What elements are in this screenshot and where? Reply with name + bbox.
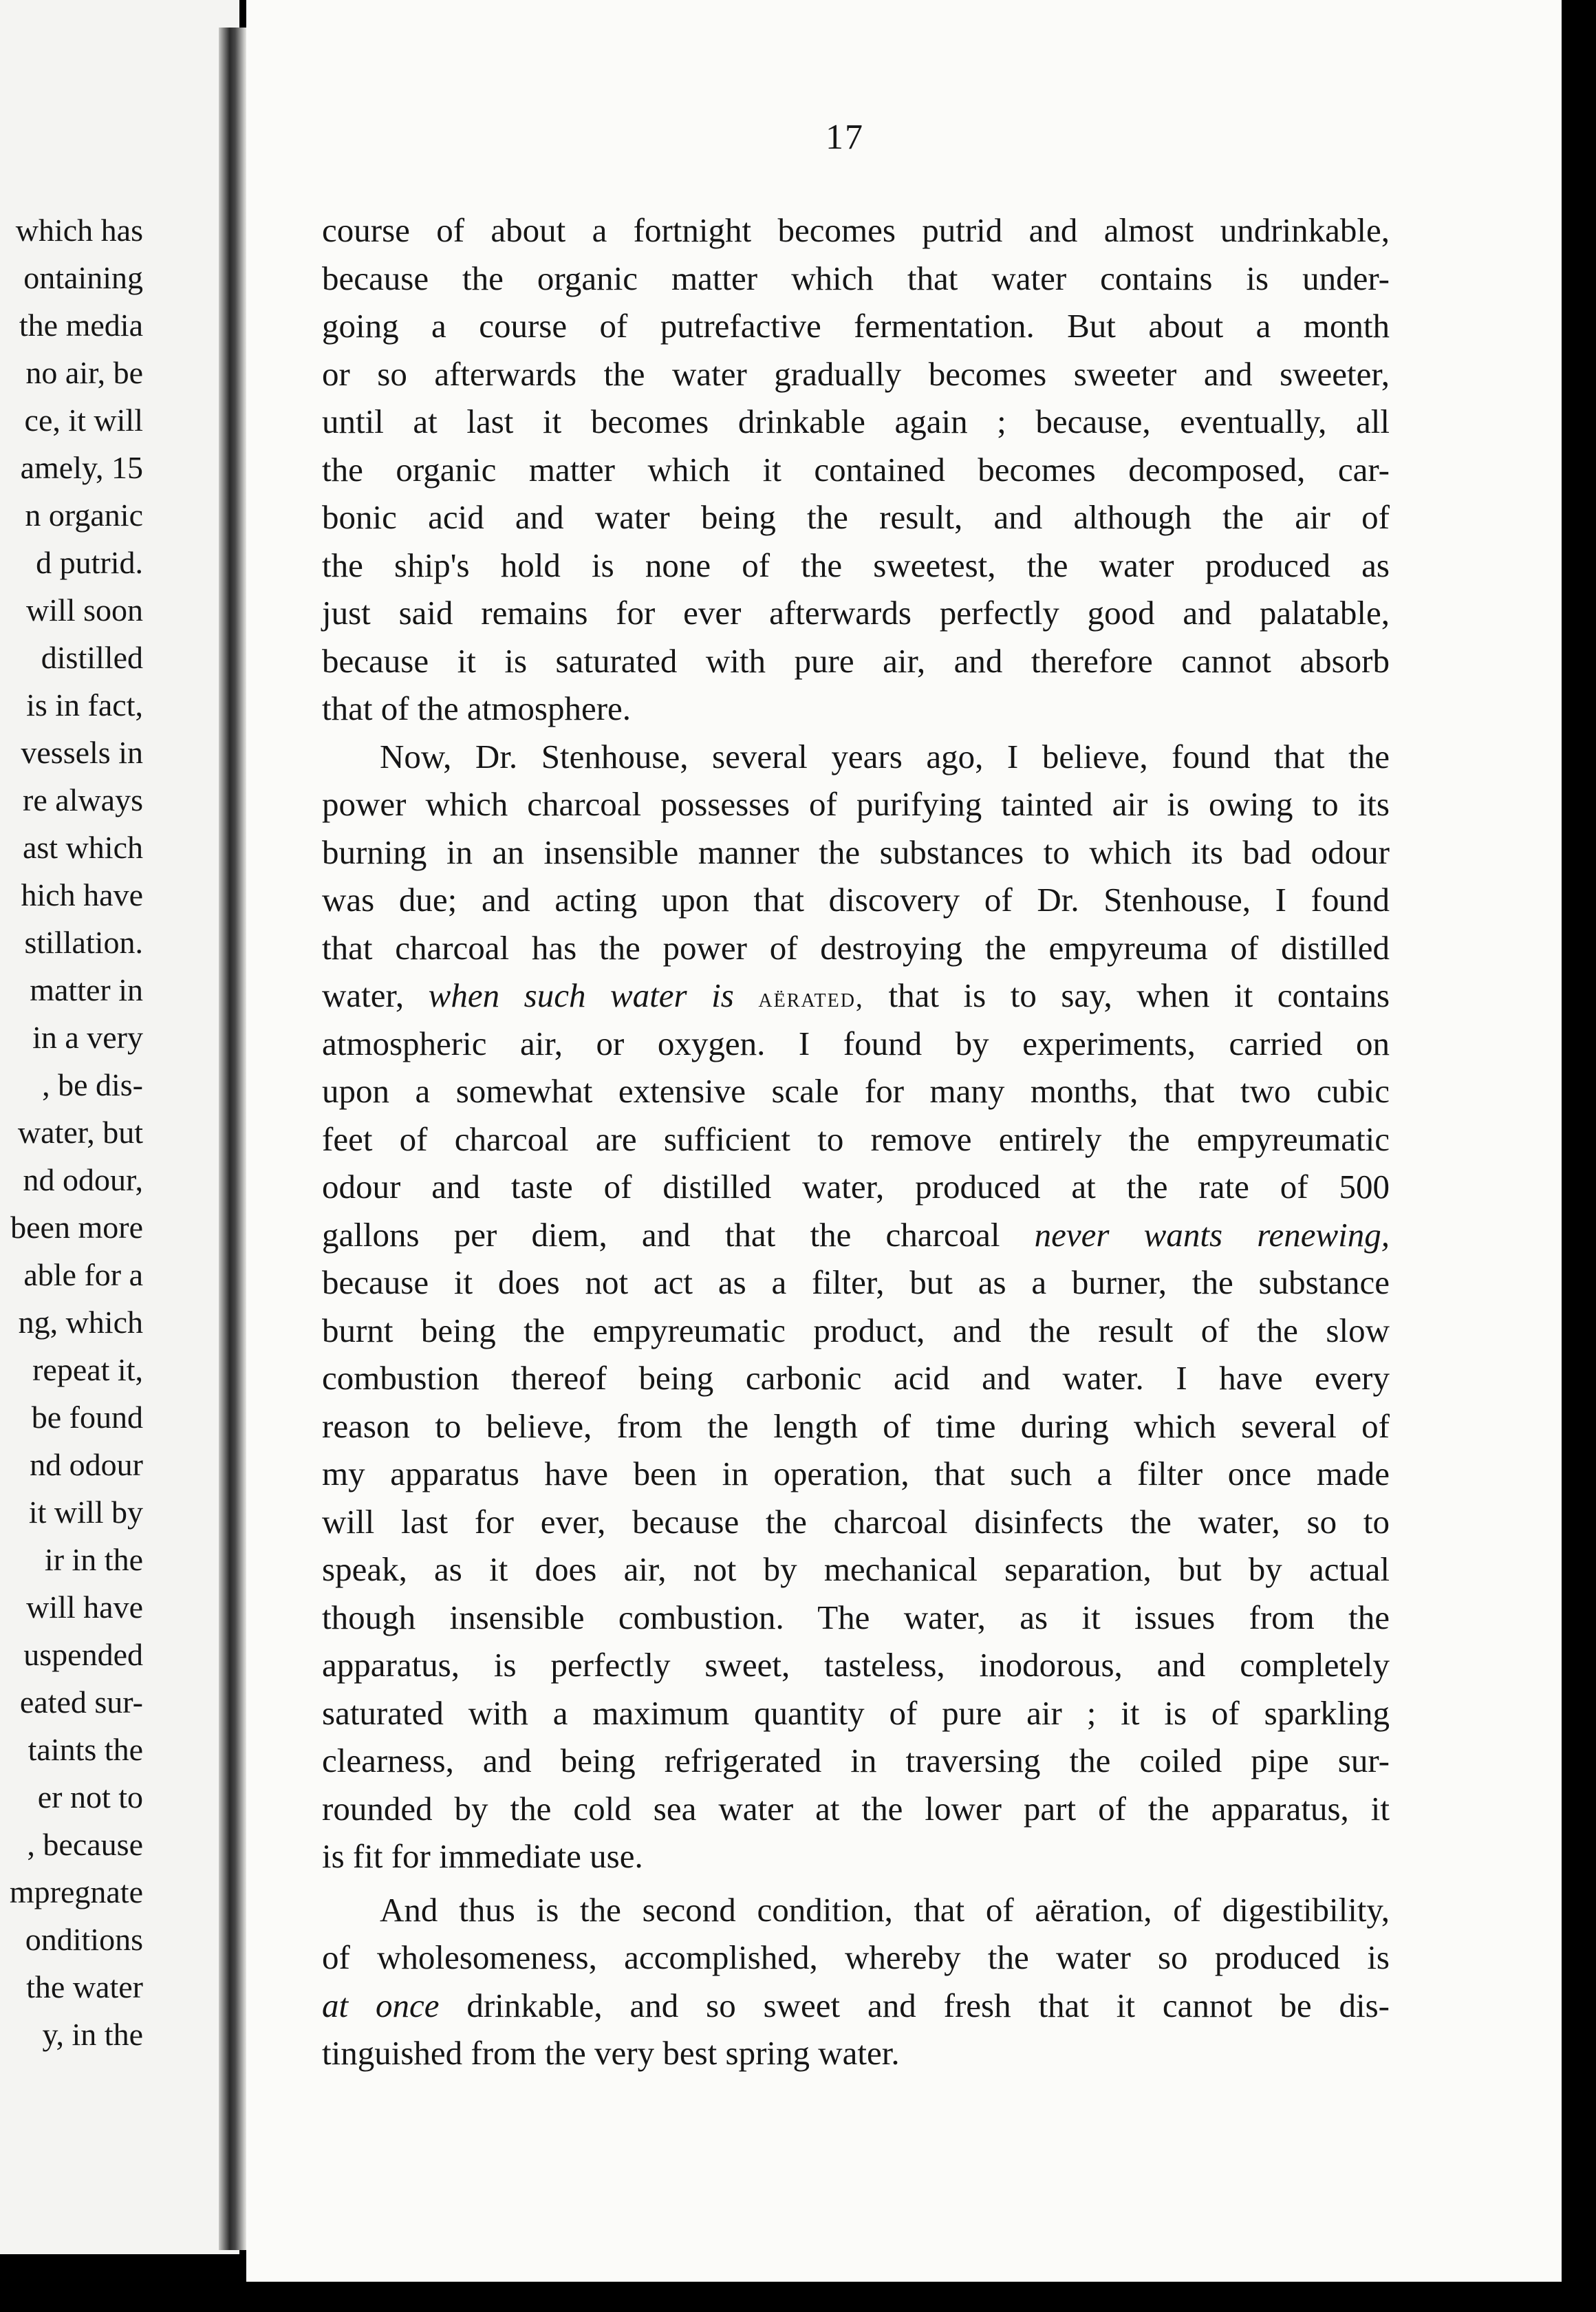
facing-page-line: ontaining [23, 260, 143, 295]
page-edge-shadow [1562, 0, 1596, 2312]
text-line: though insensible combustion. The water, as it issues from the [322, 1598, 1390, 1636]
text-line: the ship's hold is none of the sweetest, the water produced as [322, 546, 1390, 584]
paragraph-1 [322, 206, 1390, 733]
facing-page-text [10, 206, 143, 2058]
text-line: Now, Dr. Stenhouse, several years ago, I believe, found that the [380, 737, 1390, 775]
facing-page-line: mpregnate [9, 1874, 143, 1909]
facing-page-line: distilled [41, 640, 143, 675]
text-line: bonic acid and water being the result, and although the air of [322, 498, 1390, 536]
text-line: course of about a fortnight becomes putrid and almost undrinkable, [322, 211, 1390, 249]
text-line: because the organic matter which that water contains is under- [322, 259, 1390, 297]
text-line: will last for ever, because the charcoal disinfects the water, so to [322, 1502, 1390, 1541]
text-line: my apparatus have been in operation, that such a filter once made [322, 1455, 1390, 1492]
facing-page-line: n organic [25, 497, 143, 533]
facing-page-line: , because [27, 1827, 143, 1862]
italic-text: never wants renewing, [1034, 1215, 1390, 1254]
facing-page-line: d putrid. [36, 545, 143, 580]
text-line: just said remains for ever afterwards perfectly good and palatable, [322, 594, 1390, 632]
facing-page-line: y, in the [42, 2017, 143, 2052]
text-line: of wholesomeness, accomplished, whereby the water so produced is [322, 1938, 1390, 1976]
facing-page-line: hich have [21, 877, 143, 912]
text-line: power which charcoal possesses of purifying tainted air is owing to its [322, 785, 1390, 823]
text-line: And thus is the second condition, that of aëration, of digestibility, [380, 1890, 1390, 1929]
facing-page-line: the water [26, 1969, 143, 2004]
text-line: saturated with a maximum quantity of pure air ; it is of sparkling [322, 1693, 1390, 1732]
facing-page-line: able for a [23, 1257, 143, 1292]
facing-page-line: the media [19, 308, 143, 343]
paragraph-gap [322, 1881, 1390, 1886]
text-line: going a course of putrefactive fermentation. But about a month [322, 307, 1390, 345]
facing-page-line: onditions [25, 1922, 143, 1957]
facing-page-line: no air, be [25, 355, 143, 390]
facing-page-line: will soon [26, 592, 143, 628]
facing-page-line: ast which [22, 830, 143, 865]
text-line: until at last it becomes drinkable again ; because, eventually, all [322, 403, 1390, 440]
text-line: rounded by the cold sea water at the lower part of the apparatus, it [322, 1789, 1390, 1828]
text-line: is fit for immediate use. [322, 1837, 643, 1875]
text-run: gallons per diem, and that the charcoal [322, 1215, 1000, 1254]
text-line [322, 1211, 1390, 1259]
text-line: was due; and acting upon that discovery of Dr. Stenhouse, I found [322, 881, 1390, 919]
facing-page-line: er not to [37, 1779, 143, 1815]
facing-page-line: uspended [23, 1637, 143, 1672]
italic-text: at once [322, 1986, 440, 2024]
facing-page-line: , be dis- [42, 1067, 143, 1102]
text-line: or so afterwards the water gradually becomes sweeter and sweeter, [322, 354, 1390, 393]
small-caps-text: aërated, [758, 982, 864, 1013]
text-line: reason to believe, from the length of time during which several of [322, 1406, 1390, 1445]
facing-page-line: nd odour, [23, 1162, 143, 1197]
facing-page-line: is in fact, [26, 687, 143, 722]
facing-page-line: taints the [28, 1732, 143, 1767]
text-line: clearness, and being refrigerated in traversing the coiled pipe sur- [322, 1742, 1390, 1779]
facing-page-line: vessels in [21, 735, 143, 770]
facing-page-line: been more [10, 1210, 143, 1245]
text-line: that of the atmosphere. [322, 689, 632, 727]
text-run: drinkable, and so sweet and fresh that it cannot be dis- [466, 1986, 1390, 2024]
paragraph-2 [322, 733, 1390, 1881]
text-line: odour and taste of distilled water, produced at the rate of 500 [322, 1168, 1390, 1206]
book-gutter [219, 28, 246, 2250]
facing-page-line: in a very [32, 1020, 143, 1055]
text-line: combustion thereof being carbonic acid and water. I have every [322, 1359, 1390, 1397]
text-run: water, [322, 976, 405, 1014]
italic-text: when such water is [428, 976, 734, 1014]
text-line [322, 1982, 1390, 2030]
text-line: burning in an insensible manner the substances to which its bad odour [322, 833, 1390, 871]
text-line: that charcoal has the power of destroying the empyreuma of distilled [322, 928, 1390, 967]
facing-page-line: which has [15, 213, 143, 248]
facing-page-line: ce, it will [24, 403, 143, 438]
facing-page-line: nd odour [30, 1447, 143, 1482]
body-text [322, 206, 1390, 2077]
facing-page-line: stillation. [24, 925, 143, 960]
facing-page-line: ng, which [18, 1305, 143, 1340]
text-line: atmospheric air, or oxygen. I found by experiments, carried on [322, 1024, 1390, 1062]
facing-page-line: water, but [17, 1115, 143, 1150]
text-line: upon a somewhat extensive scale for many months, that two cubic [322, 1072, 1390, 1110]
text-line: feet of charcoal are sufficient to remove entirely the empyreumatic [322, 1120, 1390, 1158]
facing-page-line: repeat it, [32, 1352, 143, 1387]
text-line [322, 972, 1390, 1020]
facing-page-line: amely, 15 [20, 450, 143, 485]
paragraph-3 [322, 1886, 1390, 2077]
text-line: burnt being the empyreumatic product, and the result of the slow [322, 1311, 1390, 1349]
facing-page-line: re always [23, 782, 143, 817]
text-run: that is to say, when it contains [888, 976, 1390, 1014]
text-line: because it does not act as a filter, but as a burner, the substance [322, 1263, 1390, 1301]
facing-page-line: it will by [28, 1495, 143, 1530]
facing-page [0, 0, 239, 2254]
text-line: the organic matter which it contained becomes decomposed, car- [322, 450, 1390, 489]
facing-page-line: be found [31, 1400, 143, 1435]
facing-page-line: will have [26, 1590, 143, 1625]
text-line: speak, as it does air, not by mechanical separation, but by actual [322, 1550, 1390, 1588]
facing-page-line: matter in [30, 972, 143, 1007]
facing-page-line: ir in the [44, 1542, 143, 1577]
text-line: because it is saturated with pure air, and therefore cannot absorb [322, 641, 1390, 680]
facing-page-line: eated sur- [19, 1684, 143, 1720]
text-line: tinguished from the very best spring water. [322, 2034, 900, 2072]
page-number: 17 [826, 118, 864, 157]
text-line: apparatus, is perfectly sweet, tasteless, inodorous, and completely [322, 1646, 1390, 1684]
